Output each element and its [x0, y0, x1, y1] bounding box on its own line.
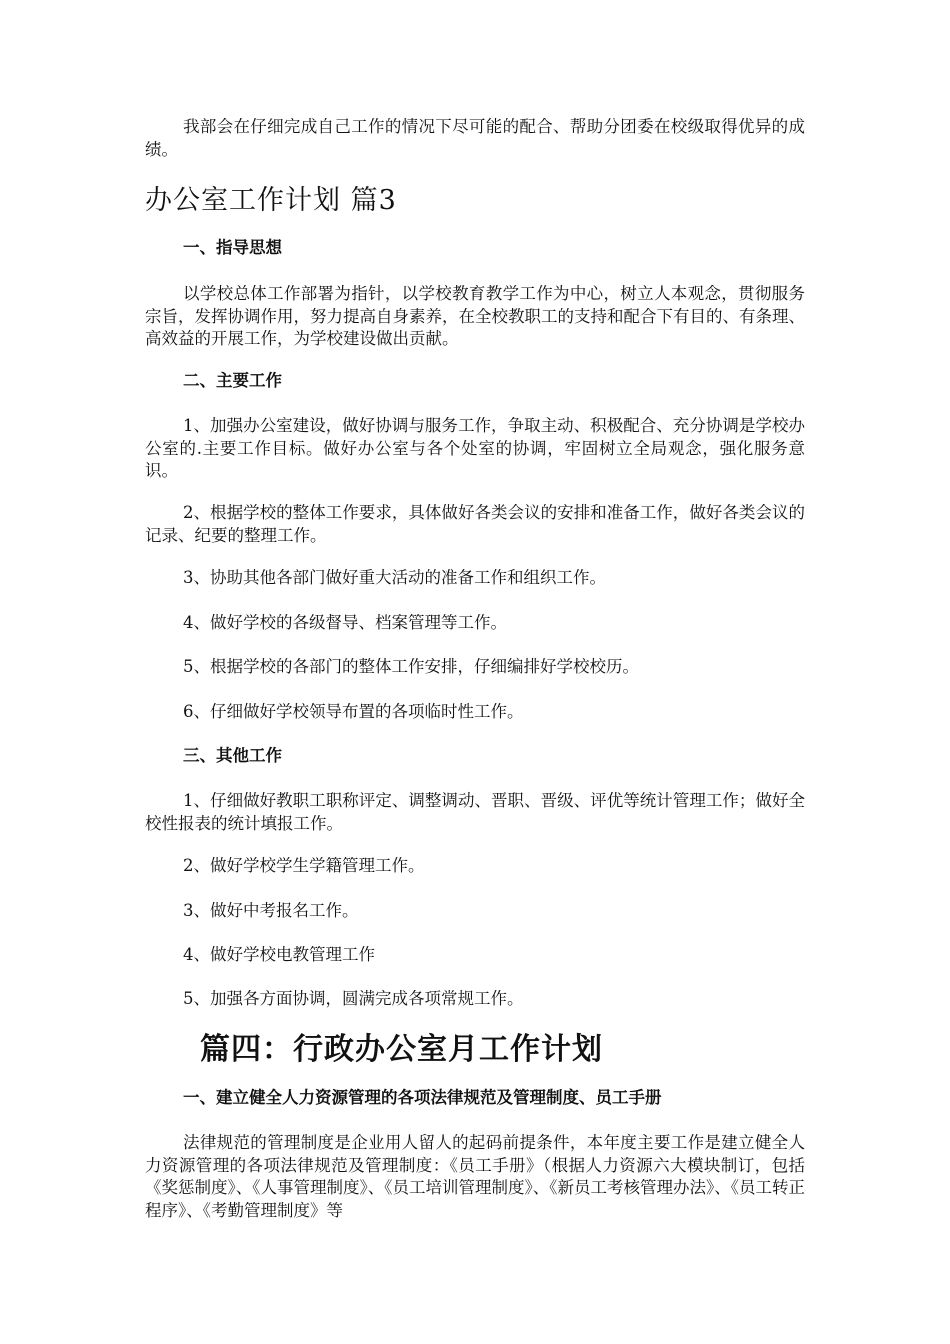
guiding-heading: 一、指导思想: [183, 238, 282, 257]
guiding-paragraph: 以学校总体工作部署为指针，以学校教育教学工作为中心，树立人本观念，贯彻服务宗旨，发挥协调作用，努力提高自身素养，在全校教职工的支持和配合下有目的、有条理、高效益的开展工作，为学校建设做出贡献。: [145, 284, 805, 348]
main-work-heading: 二、主要工作: [183, 371, 282, 390]
other-work-item-4: 4、做好学校电教管理工作: [183, 945, 375, 964]
main-work-item-5: 5、根据学校的各部门的整体工作安排，仔细编排好学校校历。: [183, 657, 639, 676]
other-work-item-1: 1、仔细做好教职工职称评定、调整调动、晋职、晋级、评优等统计管理工作；做好全校性报表的统计填报工作。: [145, 791, 805, 833]
intro-paragraph: 我部会在仔细完成自己工作的情况下尽可能的配合、帮助分团委在校级取得优异的成绩。: [145, 117, 805, 159]
main-work-item-3: 3、协助其他各部门做好重大活动的准备工作和组织工作。: [183, 568, 606, 587]
other-work-item-3: 3、做好中考报名工作。: [183, 901, 359, 920]
main-work-item-6: 6、仔细做好学校领导布置的各项临时性工作。: [183, 702, 524, 721]
other-work-heading: 三、其他工作: [183, 746, 282, 765]
main-work-item-1: 1、加强办公室建设，做好协调与服务工作，争取主动、积极配合、充分协调是学校办公室的.主要工作目标。做好办公室与各个处室的协调，牢固树立全局观念，强化服务意识。: [145, 416, 805, 480]
section3-title: 办公室工作计划 篇3: [145, 185, 397, 216]
other-work-item-5: 5、加强各方面协调，圆满完成各项常规工作。: [183, 989, 524, 1008]
main-work-item-4: 4、做好学校的各级督导、档案管理等工作。: [183, 613, 507, 632]
section4-title: 篇四：行政办公室月工作计划: [200, 1032, 603, 1067]
other-work-item-2: 2、做好学校学生学籍管理工作。: [183, 856, 425, 875]
section4-sub1-heading: 一、建立健全人力资源管理的各项法律规范及管理制度、员工手册: [183, 1088, 662, 1107]
section4-sub1-paragraph: 法律规范的管理制度是企业用人留人的起码前提条件，本年度主要工作是建立健全人力资源管理的各项法律规范及管理制度：《员工手册》（根据人力资源六大模块制订，包括《奖惩制度》、《人事管理制度》、《员工培训管理制度》、《新员工考核管理办法》、《员工转正程序》、《考勤管理制度》等: [145, 1133, 805, 1220]
main-work-item-2: 2、根据学校的整体工作要求，具体做好各类会议的安排和准备工作，做好各类会议的记录、纪要的整理工作。: [145, 503, 805, 545]
